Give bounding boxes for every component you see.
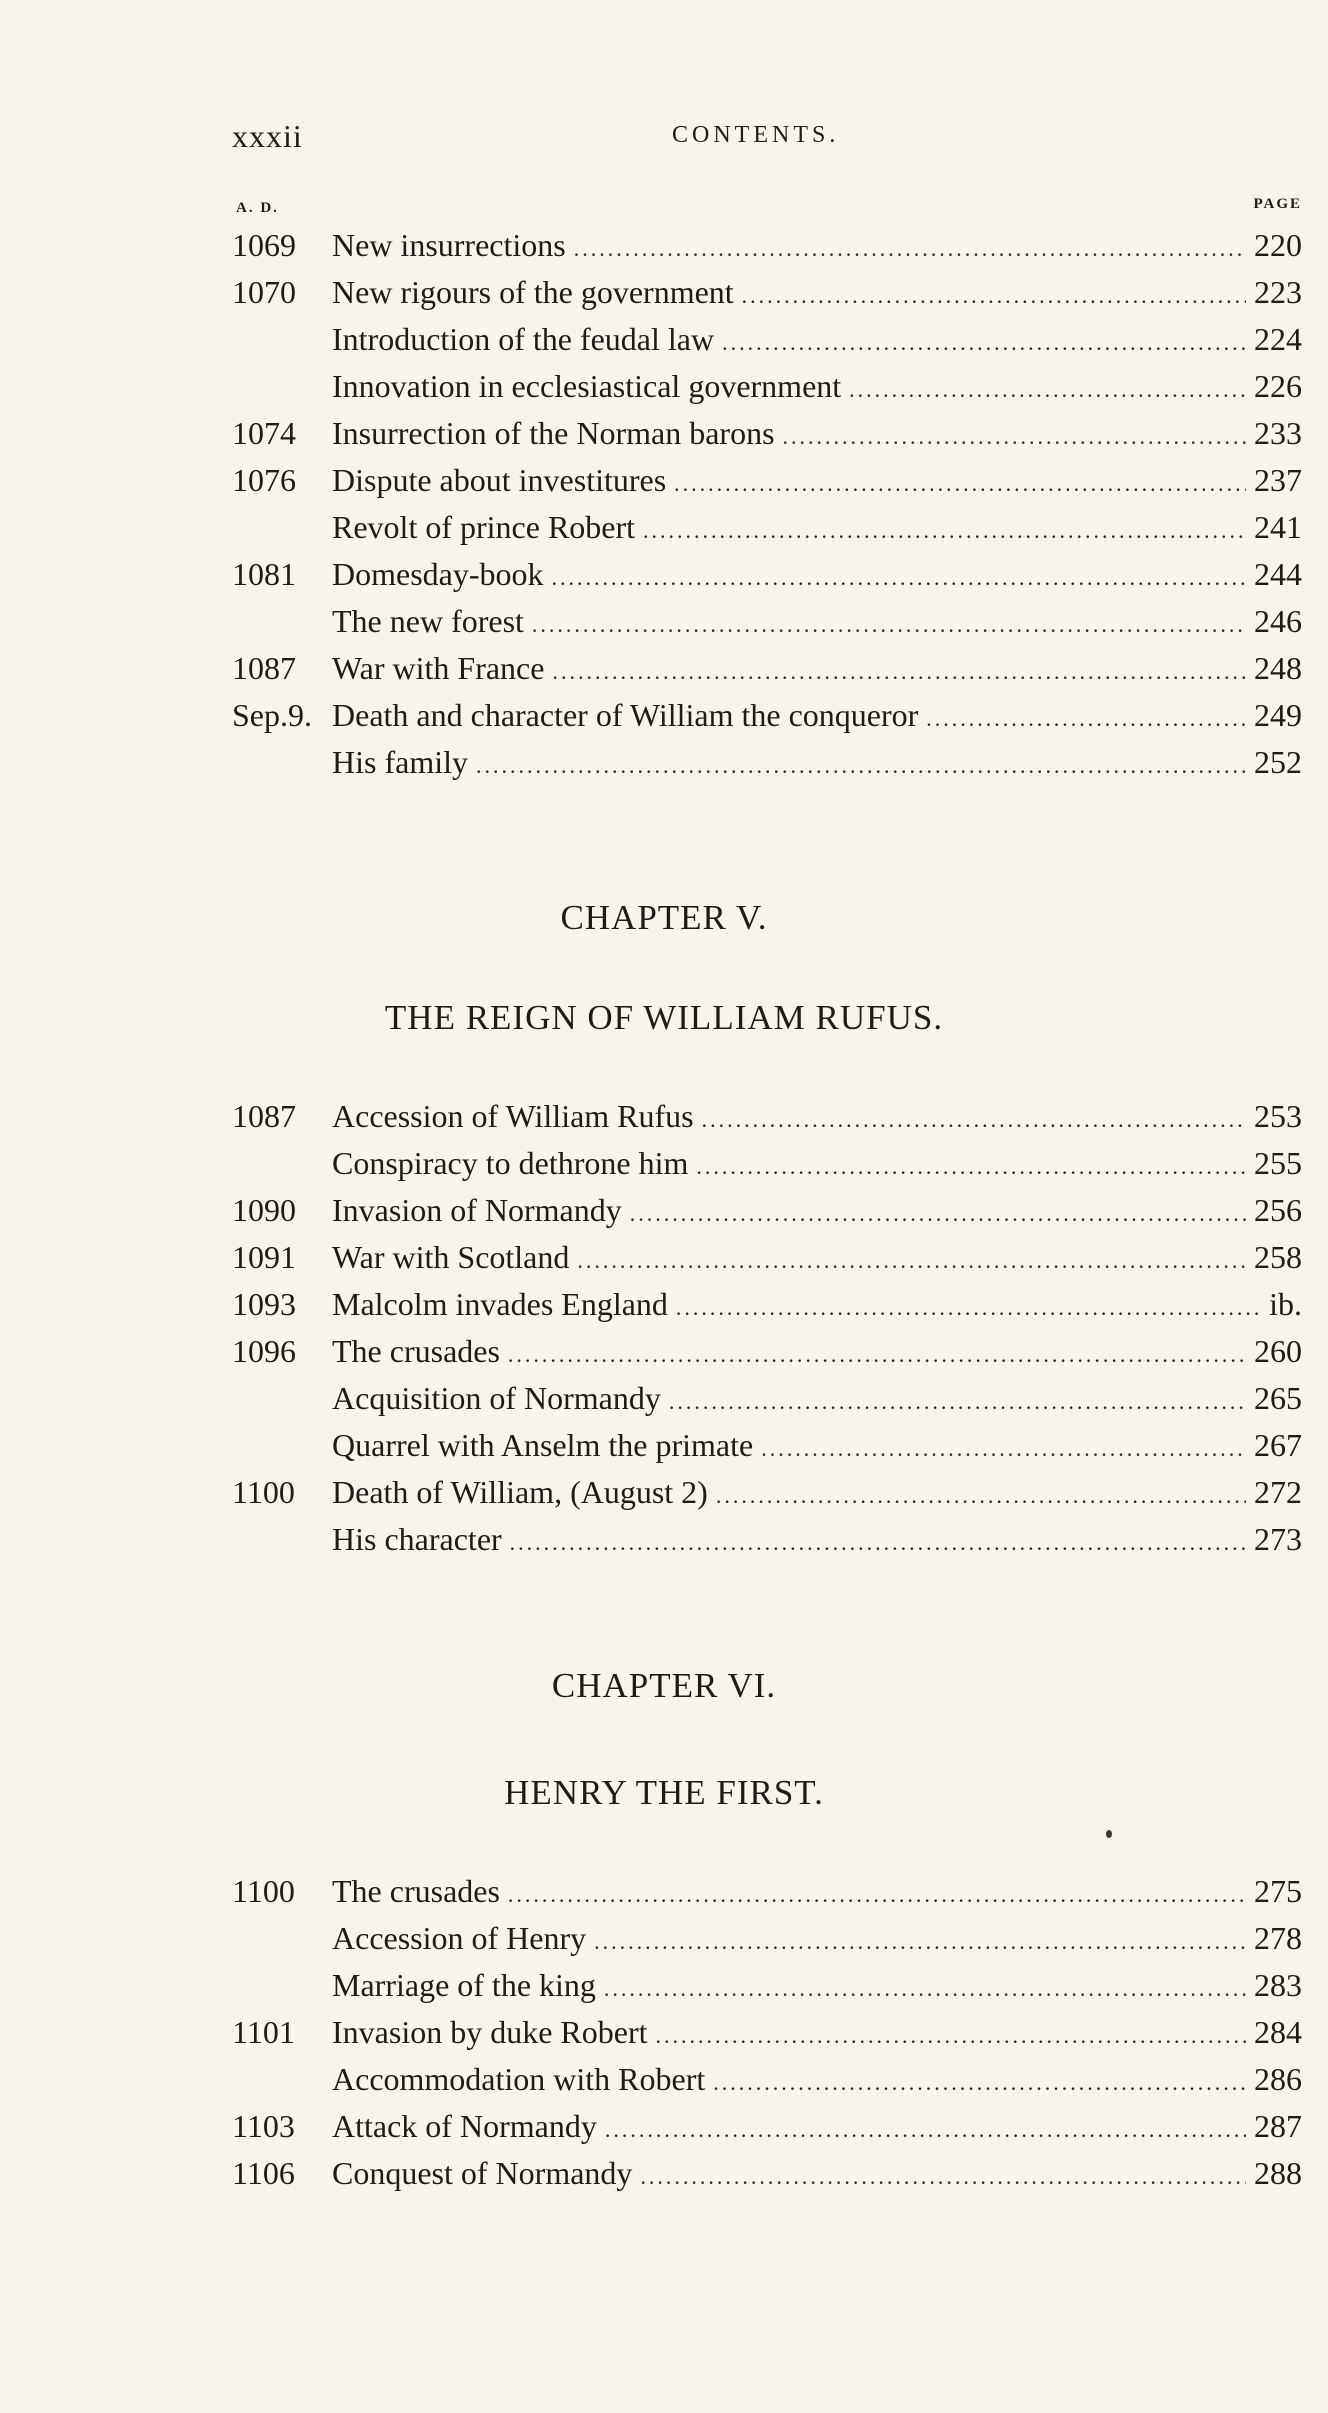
entry-line <box>332 1140 1302 1190</box>
entry-title: Marriage of the king <box>332 1967 596 2003</box>
entry-line <box>332 692 1302 742</box>
toc-entry <box>232 1469 1302 1516</box>
entry-title: War with Scotland <box>332 1239 570 1275</box>
entry-title: Invasion of Normandy <box>332 1192 622 1228</box>
entry-line <box>332 1187 1302 1237</box>
dot-leader <box>508 1331 1246 1378</box>
entry-title: The crusades <box>332 1333 500 1369</box>
entry-page-number: 226 <box>1254 368 1302 404</box>
entry-page-number: 241 <box>1254 509 1302 545</box>
entry-page-number: 267 <box>1254 1427 1302 1463</box>
entry-year: 1100 <box>232 1474 295 1510</box>
toc-entry <box>232 410 1302 457</box>
entry-year: 1076 <box>232 462 296 498</box>
entry-page-number: ib. <box>1269 1286 1302 1322</box>
dot-leader <box>577 1237 1246 1284</box>
dot-leader <box>716 1472 1246 1519</box>
dot-leader <box>926 695 1246 742</box>
ink-speck <box>1106 1830 1112 1838</box>
entry-line <box>332 1469 1302 1519</box>
entry-page-number: 256 <box>1254 1192 1302 1228</box>
toc-entry <box>232 1281 1302 1328</box>
toc-entry <box>232 2103 1302 2150</box>
toc-entry <box>232 1375 1302 1422</box>
entry-page-number: 283 <box>1254 1967 1302 2003</box>
dot-leader <box>640 2153 1246 2200</box>
entry-line <box>332 1422 1302 1472</box>
entry-line <box>332 2103 1302 2153</box>
dot-leader <box>656 2012 1247 2059</box>
entry-year: 1069 <box>232 227 296 263</box>
entry-year: 1081 <box>232 556 296 592</box>
dot-leader <box>761 1425 1246 1472</box>
entry-page-number: 249 <box>1254 697 1302 733</box>
entry-year: 1103 <box>232 2108 295 2144</box>
entry-year: 1090 <box>232 1192 296 1228</box>
entry-page-number: 275 <box>1254 1873 1302 1909</box>
page-number: xxxii <box>232 118 303 154</box>
entry-line <box>332 363 1302 413</box>
dot-leader <box>702 1096 1246 1143</box>
dot-leader <box>552 554 1246 601</box>
toc-entry <box>232 457 1302 504</box>
entry-year: 1087 <box>232 1098 296 1134</box>
entry-title: New insurrections <box>332 227 566 263</box>
dot-leader <box>605 2106 1246 2153</box>
entry-page-number: 252 <box>1254 744 1302 780</box>
entry-page-number: 233 <box>1254 415 1302 451</box>
entry-page-number: 220 <box>1254 227 1302 263</box>
toc-entry <box>232 316 1302 363</box>
entry-line <box>332 1962 1302 2012</box>
chapter-6-subheading: HENRY THE FIRST. <box>504 1773 824 1812</box>
toc-entry <box>232 1516 1302 1563</box>
entry-title: Dispute about investitures <box>332 462 667 498</box>
entry-line <box>332 1868 1302 1918</box>
entry-year: 1101 <box>232 2014 295 2050</box>
dot-leader <box>713 2059 1246 2106</box>
entry-title: The crusades <box>332 1873 500 1909</box>
entry-line <box>332 410 1302 460</box>
entry-title: Malcolm invades England <box>332 1286 668 1322</box>
entry-line <box>332 269 1302 319</box>
toc-entry <box>232 363 1302 410</box>
entry-line <box>332 645 1302 695</box>
toc-chapter-5 <box>232 1093 1302 1563</box>
entry-title: War with France <box>332 650 545 686</box>
toc-entry <box>232 739 1302 786</box>
entry-line <box>332 1915 1302 1965</box>
chapter-6-heading: CHAPTER VI. <box>551 1666 777 1705</box>
toc-entry <box>232 645 1302 692</box>
entry-title: Attack of Normandy <box>332 2108 597 2144</box>
entry-title: Death and character of William the conqueror <box>332 697 919 733</box>
entry-line <box>332 1375 1302 1425</box>
toc-entry <box>232 2150 1302 2197</box>
entry-title: Accession of William Rufus <box>332 1098 694 1134</box>
entry-line <box>332 2056 1302 2106</box>
entry-title: Accommodation with Robert <box>332 2061 706 2097</box>
entry-page-number: 237 <box>1254 462 1302 498</box>
entry-line <box>332 504 1302 554</box>
toc-entry <box>232 1234 1302 1281</box>
entry-page-number: 223 <box>1254 274 1302 310</box>
dot-leader <box>742 272 1246 319</box>
entry-page-number: 273 <box>1254 1521 1302 1557</box>
toc-entry <box>232 1187 1302 1234</box>
entry-line <box>332 551 1302 601</box>
entry-page-number: 244 <box>1254 556 1302 592</box>
toc-entry <box>232 551 1302 598</box>
entry-page-number: 272 <box>1254 1474 1302 1510</box>
dot-leader <box>669 1378 1246 1425</box>
dot-leader <box>508 1871 1246 1918</box>
entry-title: Acquisition of Normandy <box>332 1380 661 1416</box>
running-title: CONTENTS. <box>672 122 840 148</box>
toc-entry <box>232 504 1302 551</box>
entry-title: Conquest of Normandy <box>332 2155 633 2191</box>
dot-leader <box>510 1519 1246 1566</box>
entry-title: Quarrel with Anselm the primate <box>332 1427 754 1463</box>
entry-line <box>332 1093 1302 1143</box>
toc-entry <box>232 692 1302 739</box>
dot-leader <box>783 413 1246 460</box>
entry-line <box>332 222 1302 272</box>
dot-leader <box>674 460 1246 507</box>
entry-line <box>332 1281 1302 1331</box>
toc-chapter-6 <box>232 1868 1302 2197</box>
entry-title: Accession of Henry <box>332 1920 587 1956</box>
chapter-5-heading: CHAPTER V. <box>560 898 768 937</box>
dot-leader <box>552 648 1246 695</box>
entry-line <box>332 1516 1302 1566</box>
toc-entry <box>232 2009 1302 2056</box>
entry-title: Insurrection of the Norman barons <box>332 415 775 451</box>
entry-line <box>332 2150 1302 2200</box>
toc-entry <box>232 222 1302 269</box>
entry-year: 1093 <box>232 1286 296 1322</box>
entry-line <box>332 1234 1302 1284</box>
chapter-5-subheading: THE REIGN OF WILLIAM RUFUS. <box>384 998 944 1037</box>
entry-page-number: 255 <box>1254 1145 1302 1181</box>
entry-title: Death of William, (August 2) <box>332 1474 708 1510</box>
toc-entry <box>232 1915 1302 1962</box>
dot-leader <box>532 601 1246 648</box>
toc-entry <box>232 2056 1302 2103</box>
entry-year: 1074 <box>232 415 296 451</box>
entry-line <box>332 2009 1302 2059</box>
toc-entry <box>232 1422 1302 1469</box>
entry-title: Domesday-book <box>332 556 544 592</box>
toc-entry <box>232 1328 1302 1375</box>
entry-year: 1087 <box>232 650 296 686</box>
toc-entry <box>232 1093 1302 1140</box>
running-head <box>232 118 1302 158</box>
entry-page-number: 287 <box>1254 2108 1302 2144</box>
toc-section-1 <box>232 222 1302 786</box>
dot-leader <box>722 319 1246 366</box>
dot-leader <box>574 225 1246 272</box>
entry-title: Introduction of the feudal law <box>332 321 715 357</box>
entry-year: 1091 <box>232 1239 296 1275</box>
entry-year: 1096 <box>232 1333 296 1369</box>
toc-entry <box>232 1140 1302 1187</box>
entry-page-number: 286 <box>1254 2061 1302 2097</box>
entry-title: Revolt of prince Robert <box>332 509 636 545</box>
entry-year: Sep.9. <box>232 697 312 733</box>
dot-leader <box>676 1284 1261 1331</box>
entry-title: Innovation in ecclesiastical government <box>332 368 842 404</box>
entry-page-number: 260 <box>1254 1333 1302 1369</box>
entry-line <box>332 316 1302 366</box>
entry-title: The new forest <box>332 603 524 639</box>
page-column-header: PAGE <box>1253 196 1302 212</box>
entry-line <box>332 457 1302 507</box>
entry-line <box>332 1328 1302 1378</box>
entry-page-number: 278 <box>1254 1920 1302 1956</box>
dot-leader <box>849 366 1246 413</box>
toc-entry <box>232 1868 1302 1915</box>
toc-entry <box>232 1962 1302 2009</box>
entry-line <box>332 739 1302 789</box>
entry-page-number: 284 <box>1254 2014 1302 2050</box>
entry-title: Invasion by duke Robert <box>332 2014 648 2050</box>
entry-title: New rigours of the government <box>332 274 734 310</box>
toc-entry <box>232 598 1302 645</box>
entry-page-number: 258 <box>1254 1239 1302 1275</box>
entry-year: 1070 <box>232 274 296 310</box>
dot-leader <box>476 742 1246 789</box>
dot-leader <box>630 1190 1246 1237</box>
year-column-header: A. D. <box>236 200 279 216</box>
dot-leader <box>643 507 1246 554</box>
entry-line <box>332 598 1302 648</box>
dot-leader <box>604 1965 1246 2012</box>
entry-page-number: 248 <box>1254 650 1302 686</box>
entry-year: 1100 <box>232 1873 295 1909</box>
entry-title: His family <box>332 744 468 780</box>
entry-title: His character <box>332 1521 502 1557</box>
entry-page-number: 265 <box>1254 1380 1302 1416</box>
entry-page-number: 253 <box>1254 1098 1302 1134</box>
toc-entry <box>232 269 1302 316</box>
entry-page-number: 246 <box>1254 603 1302 639</box>
entry-page-number: 288 <box>1254 2155 1302 2191</box>
column-headers <box>232 196 1302 218</box>
entry-page-number: 224 <box>1254 321 1302 357</box>
dot-leader <box>696 1143 1246 1190</box>
entry-title: Conspiracy to dethrone him <box>332 1145 689 1181</box>
entry-year: 1106 <box>232 2155 295 2191</box>
dot-leader <box>594 1918 1246 1965</box>
